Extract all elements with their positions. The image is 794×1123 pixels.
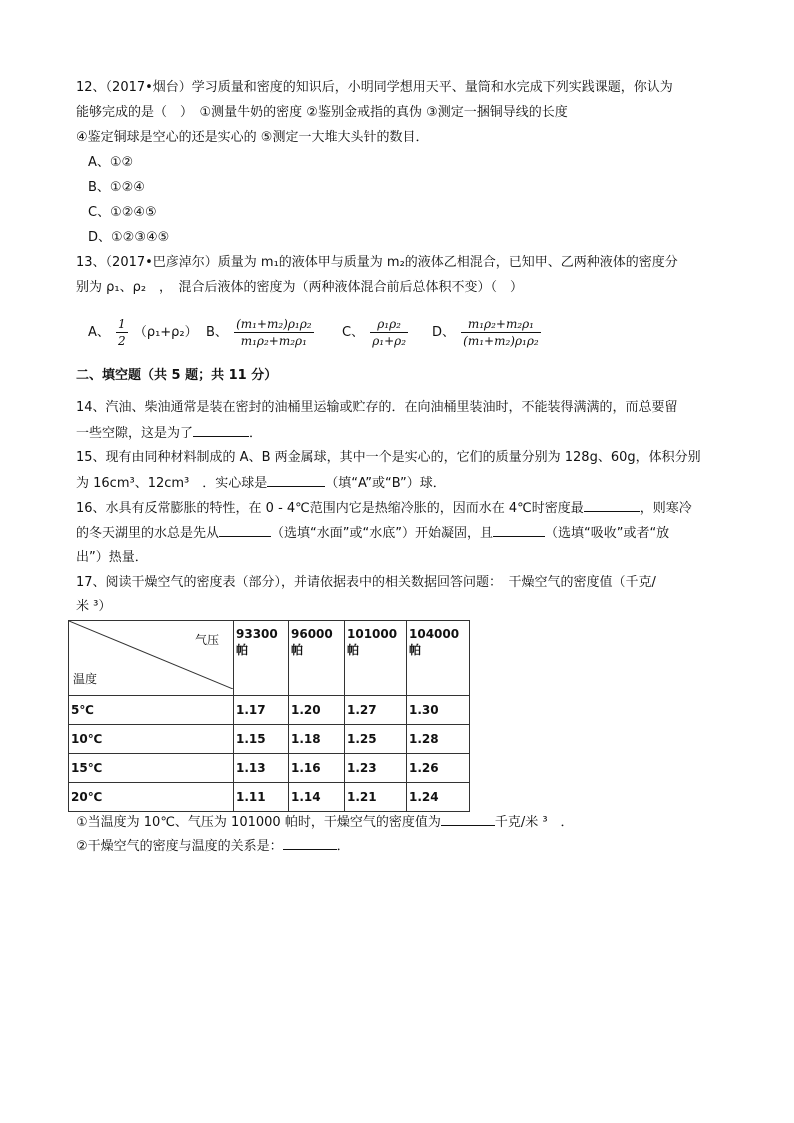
q16-text-e: （选填“吸收”或者“放	[544, 526, 670, 541]
q17-sub-question-2	[76, 836, 350, 857]
q17-sub1-text-a: ①当温度为 10℃、气压为 101000 帕时，干燥空气的密度值为	[76, 815, 441, 830]
q17-sub1-text-b: 千克/米 ³ ．	[494, 815, 574, 830]
q14-text-a: 一些空隙，这是为了	[76, 426, 194, 441]
q15-line-1: 15、现有由同种材料制成的 A、B 两金属球，其中一个是实心的，它们的质量分别为 128g、60g，体积分别	[76, 450, 701, 465]
q16-answer-blank-1[interactable]	[584, 498, 640, 512]
q16-line-2	[76, 523, 669, 544]
q14-text-b: ．	[249, 426, 263, 441]
q17-line-1: 17、阅读干燥空气的密度表（部分），并请依据表中的相关数据回答问题： 干燥空气的密度值（千克/	[76, 575, 656, 590]
q13-option-a-text: （ρ₁+ρ₂）	[133, 325, 198, 340]
option-c-denominator: ρ₁+ρ₂	[372, 334, 407, 348]
q17-line-2: 米 ³）	[76, 599, 112, 614]
q16-text-c: 的冬天湖里的水总是先从	[76, 526, 220, 541]
q15-line-2	[76, 473, 446, 494]
q16-text-d: （选填“水面”或“水底”）开始凝固，且	[271, 526, 493, 541]
density-cell: 1.18	[289, 725, 345, 754]
table-row	[69, 783, 470, 812]
q16-line-3: 出”）热量．	[76, 550, 148, 565]
table-row	[69, 696, 470, 725]
table-row	[69, 725, 470, 754]
q13-option-d[interactable]	[432, 316, 543, 349]
section-2-title: 二、填空题（共 5 题；共 11 分）	[76, 368, 278, 383]
column-header: 96000 帕	[289, 621, 345, 696]
q13-line-2: 别为 ρ₁、ρ₂ ， 混合后液体的密度为（两种液体混合前后总体积不变）（ ）	[76, 280, 524, 295]
option-b-denominator: m₁ρ₂+m₂ρ₁	[240, 334, 307, 348]
corner-temperature-label: 温度	[73, 672, 98, 686]
density-cell: 1.13	[234, 754, 289, 783]
density-cell: 1.24	[407, 783, 470, 812]
q13-option-c-label: C、	[342, 325, 365, 340]
density-cell: 1.26	[407, 754, 470, 783]
density-cell: 1.28	[407, 725, 470, 754]
q17-answer-blank-1[interactable]	[441, 812, 495, 826]
row-temperature: 15℃	[69, 754, 234, 783]
q12-line-2: 能够完成的是（ ） ①测量牛奶的密度 ②鉴别金戒指的真伪 ③测定一捆铜导线的长度	[76, 105, 568, 120]
q16-text-b: ，则寒冷	[639, 501, 692, 516]
row-temperature: 10℃	[69, 725, 234, 754]
q17-sub2-text-a: ②干燥空气的密度与温度的关系是：	[76, 839, 283, 854]
density-cell: 1.30	[407, 696, 470, 725]
half-denominator: 2	[118, 334, 126, 348]
q16-answer-blank-3[interactable]	[493, 523, 545, 537]
q12-option-d[interactable]: D、①②③④⑤	[88, 230, 170, 245]
density-cell: 1.14	[289, 783, 345, 812]
density-cell: 1.17	[234, 696, 289, 725]
option-b-numerator: (m₁+m₂)ρ₁ρ₂	[236, 317, 312, 331]
option-c-numerator: ρ₁ρ₂	[370, 316, 408, 333]
q13-option-b[interactable]	[206, 316, 316, 349]
q16-answer-blank-2[interactable]	[219, 523, 271, 537]
q16-text-a: 16、水具有反常膨胀的特性，在 0 - 4℃范围内它是热缩冷胀的，因而水在 4℃时密度最	[76, 501, 584, 516]
q12-option-a[interactable]: A、①②	[88, 155, 134, 170]
half-fraction	[116, 316, 128, 349]
option-d-denominator: (m₁+m₂)ρ₁ρ₂	[463, 334, 539, 348]
row-temperature: 5℃	[69, 696, 234, 725]
q15-text-b: （填“A”或“B”）球．	[325, 476, 446, 491]
density-cell: 1.25	[345, 725, 407, 754]
q15-answer-blank[interactable]	[267, 473, 325, 487]
column-header: 104000 帕	[407, 621, 470, 696]
column-header: 101000 帕	[345, 621, 407, 696]
table-header-row	[69, 621, 470, 696]
density-table	[68, 620, 470, 812]
q17-sub-question-1	[76, 812, 574, 833]
q12-line-1: 12、（2017•烟台）学习质量和密度的知识后，小明同学想用天平、量筒和水完成下列实践课题，你认为	[76, 80, 673, 95]
q14-line-2	[76, 423, 262, 444]
q14-answer-blank[interactable]	[193, 423, 249, 437]
q17-answer-blank-2[interactable]	[283, 836, 337, 850]
q13-option-a[interactable]	[88, 316, 198, 349]
corner-pressure-label: 气压	[194, 633, 219, 647]
density-cell: 1.21	[345, 783, 407, 812]
q12-option-b[interactable]: B、①②④	[88, 180, 145, 195]
density-cell: 1.11	[234, 783, 289, 812]
table-corner-cell	[69, 621, 234, 696]
column-header: 93300 帕	[234, 621, 289, 696]
density-cell: 1.27	[345, 696, 407, 725]
option-b-fraction	[234, 316, 314, 349]
density-cell: 1.20	[289, 696, 345, 725]
half-numerator: 1	[118, 317, 126, 331]
q12-option-c[interactable]: C、①②④⑤	[88, 205, 157, 220]
density-cell: 1.23	[345, 754, 407, 783]
q13-option-b-label: B、	[206, 325, 228, 340]
density-cell: 1.15	[234, 725, 289, 754]
row-temperature: 20℃	[69, 783, 234, 812]
option-d-fraction	[461, 316, 541, 349]
q16-line-1	[76, 498, 692, 519]
q12-line-3: ④鉴定铜球是空心的还是实心的 ⑤测定一大堆大头针的数目．	[76, 130, 429, 145]
q13-option-c[interactable]	[342, 316, 410, 349]
q13-line-1: 13、（2017•巴彦淖尔）质量为 m₁的液体甲与质量为 m₂的液体乙相混合，已知甲、乙两种液体的密度分	[76, 255, 678, 270]
q13-option-d-label: D、	[432, 325, 456, 340]
q14-line-1: 14、汽油、柴油通常是装在密封的油桶里运输或贮存的．在向油桶里装油时，不能装得满满的，而总要留	[76, 400, 678, 415]
q17-sub2-text-b: ．	[336, 839, 350, 854]
table-row	[69, 754, 470, 783]
q15-text-a: 为 16cm³、12cm³ ．实心球是	[76, 476, 268, 491]
density-cell: 1.16	[289, 754, 345, 783]
q13-option-a-label: A、	[88, 325, 110, 340]
option-d-numerator: m₁ρ₂+m₂ρ₁	[461, 316, 541, 333]
option-c-fraction	[370, 316, 408, 349]
